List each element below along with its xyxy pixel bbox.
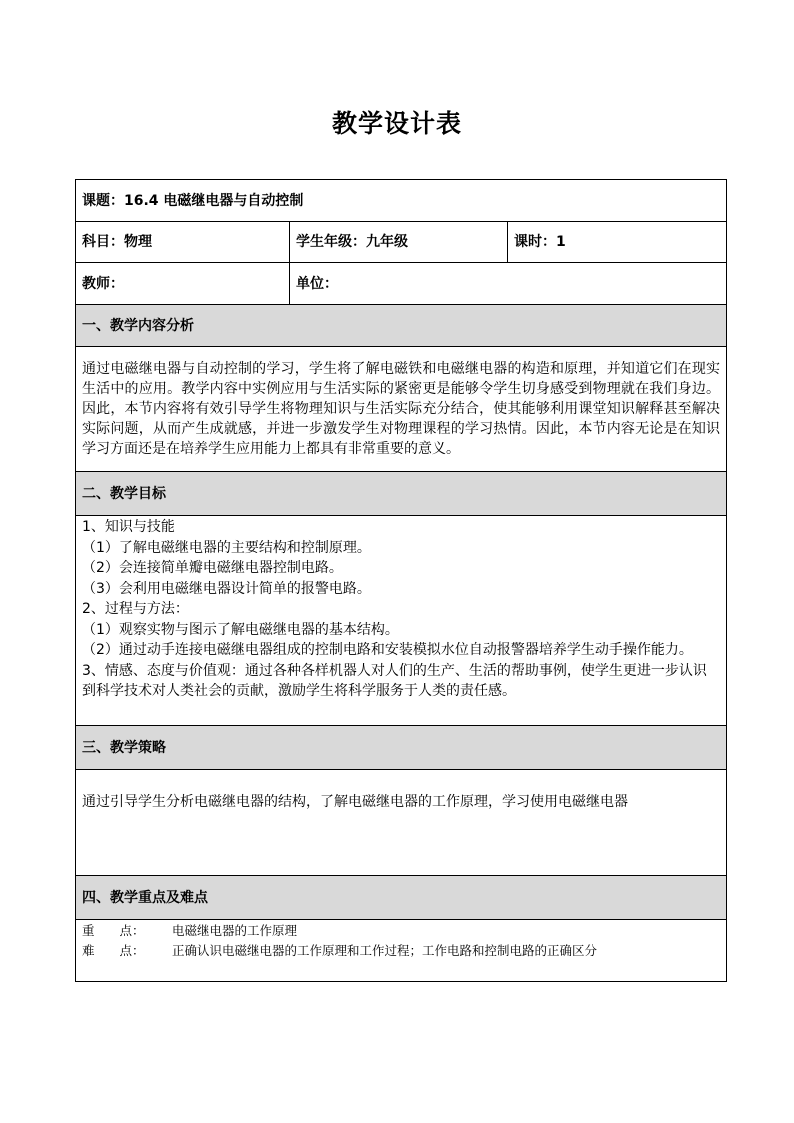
objective-line: （3）会利用电磁继电器设计简单的报警电路。 [82,580,371,597]
objective-line: 2、过程与方法： [82,601,189,617]
strategy-body-row [76,770,727,876]
teacher-cell [76,263,290,305]
content-analysis-heading: 一、教学内容分析 [76,305,727,347]
grade-cell [290,222,508,263]
teacher-label: 教师： [82,275,124,292]
objectives-list [76,516,727,726]
unit-cell [290,263,727,305]
objective-line: （2）通过动手连接电磁继电器组成的控制电路和安装模拟水位自动报警器培养学生动手操作能力。 [82,642,693,658]
topic-row [76,180,727,222]
strategy-text: 通过引导学生分析电磁继电器的结构，了解电磁继电器的工作原理，学习使用电磁继电器 [76,770,727,876]
subject-label: 科目： [82,234,124,250]
period-cell [508,222,727,263]
period-value: 1 [556,234,566,250]
lesson-design-table [75,179,727,982]
difficult-point-label: 难 点： [82,943,145,958]
objectives-body-row [76,516,727,726]
grade-value: 九年级 [366,234,408,250]
subject-value: 物理 [124,234,152,250]
strategy-header-row [76,726,727,770]
content-analysis-body-row [76,347,727,472]
strategy-heading: 三、教学策略 [76,726,727,770]
content-analysis-text: 通过电磁继电器与自动控制的学习，学生将了解电磁铁和电磁继电器的构造和原理，并知道它们在现实生活中的应用。教学内容中实例应用与生活实际的紧密更是能够令学生切身感受到物理就在我们身边。因此，本节内容将有效引导学生将物理知识与生活实际充分结合，使其能够利用课堂知识解释甚至解决实际问题，从而产生成就感，并进一步激发学生对物理课程的学习热情。因此，本节内容无论是在知识学习方面还是在培养学生应用能力上都具有非常重要的意义。 [76,347,727,472]
key-point-text: 电磁继电器的工作原理 [172,923,298,938]
teacher-row [76,263,727,305]
topic-value: 16.4 电磁继电器与自动控制 [124,192,304,209]
subject-row [76,222,727,263]
period-label: 课时： [514,234,556,250]
objective-line: （1）观察实物与图示了解电磁继电器的基本结构。 [82,621,399,638]
content-analysis-header-row [76,305,727,347]
document-title: 教学设计表 [331,109,462,138]
unit-label: 单位： [296,275,338,292]
key-points-body-row [76,920,727,982]
key-point-row [82,921,720,941]
key-points-cell [76,920,727,982]
difficult-point-text: 正确认识电磁继电器的工作原理和工作过程；工作电路和控制电路的正确区分 [172,943,598,958]
objectives-header-row [76,472,727,516]
difficult-point-row [82,941,720,961]
key-point-label: 重 点： [82,923,145,938]
objective-line: （1）了解电磁继电器的主要结构和控制原理。 [82,539,371,556]
objectives-heading: 二、教学目标 [76,472,727,516]
topic-label: 课题： [82,192,124,209]
topic-cell [76,180,727,222]
objective-line: 3、情感、态度与价值观：通过各种各样机器人对人们的生产、生活的帮助事例，使学生更进一步认识到科学技术对人类社会的贡献，激励学生将科学服务于人类的责任感。 [82,662,707,699]
subject-cell [76,222,290,263]
key-points-heading: 四、教学重点及难点 [76,876,727,920]
key-points-header-row [76,876,727,920]
objective-line: 1、知识与技能 [82,519,175,535]
objective-line: （2）会连接简单瓣电磁继电器控制电路。 [82,560,343,576]
grade-label: 学生年级： [296,234,366,250]
